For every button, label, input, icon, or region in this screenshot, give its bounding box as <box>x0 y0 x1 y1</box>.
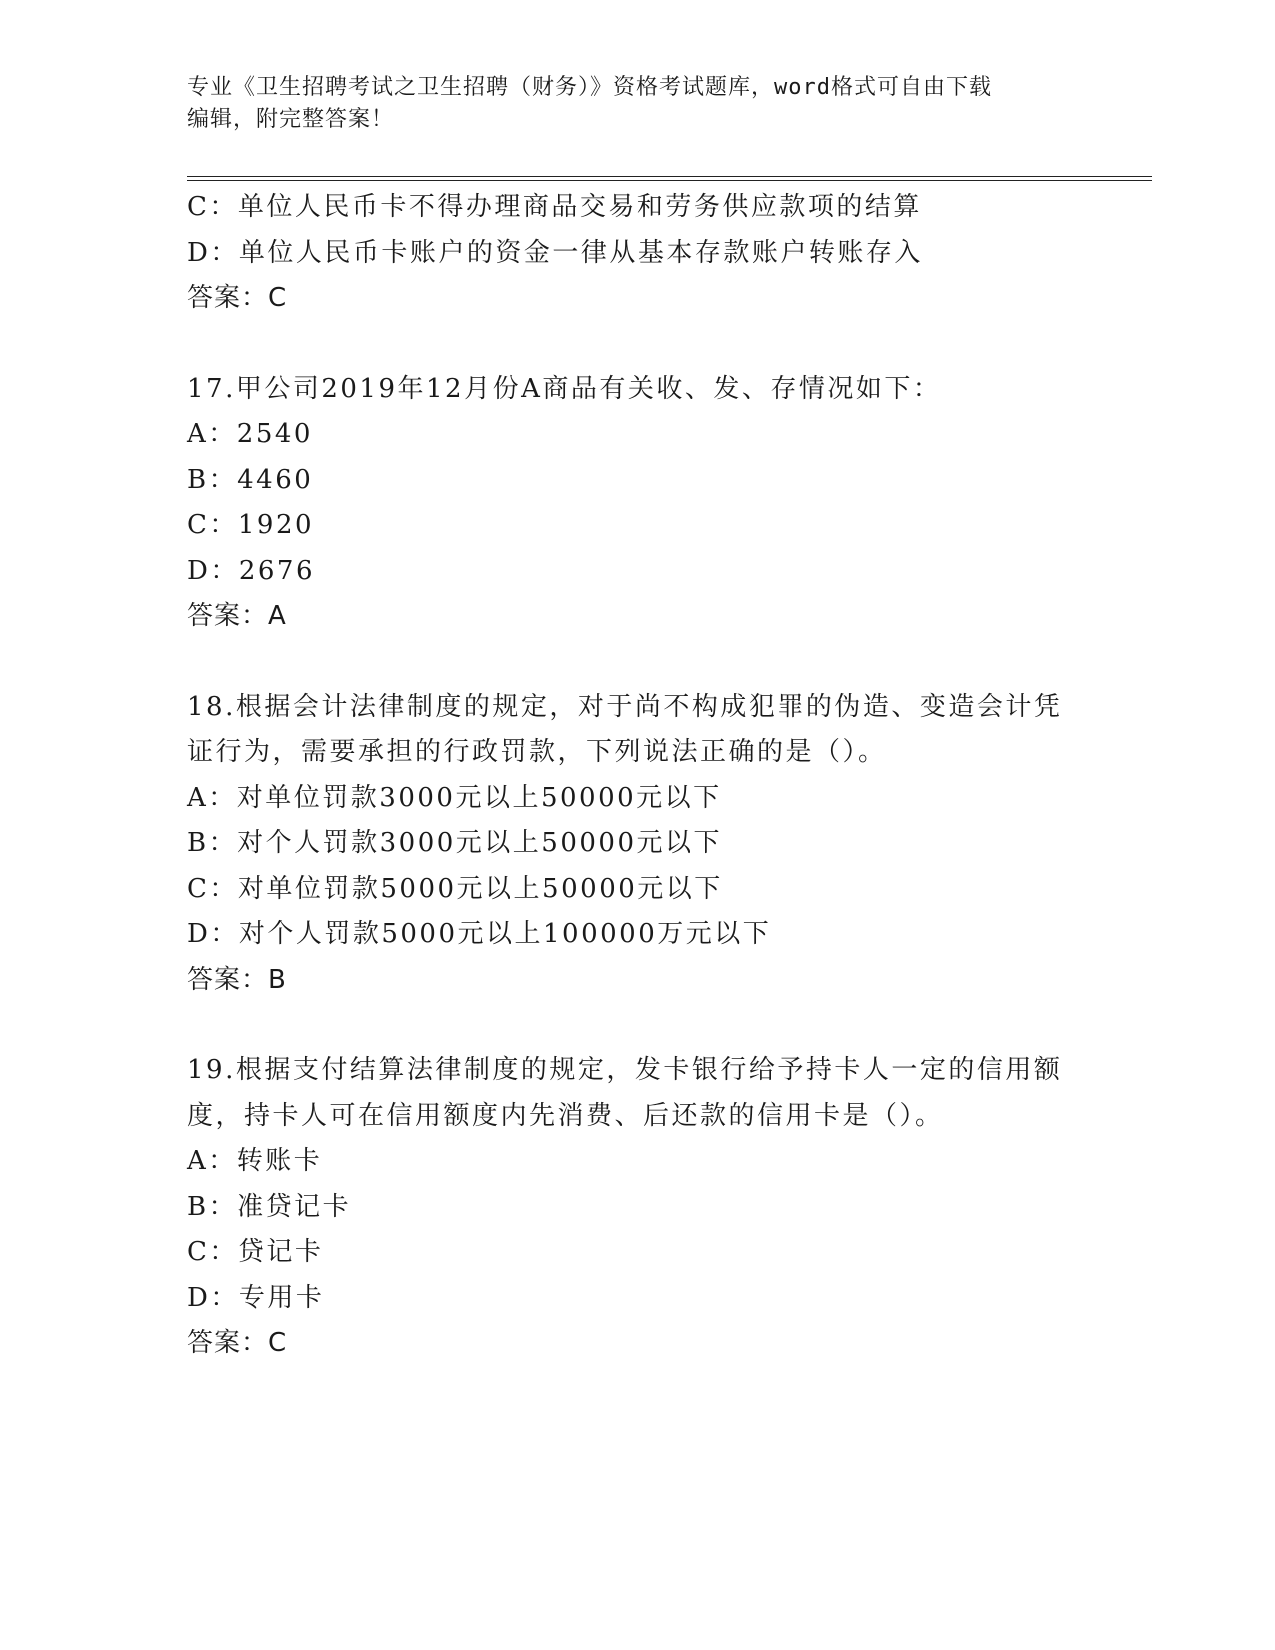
question-stem: 17.甲公司2019年12月份A商品有关收、发、存情况如下： <box>187 373 942 404</box>
spacer <box>187 322 1087 367</box>
question-stem: 19.根据支付结算法律制度的规定，发卡银行给予持卡人一定的信用额 <box>187 1055 1063 1085</box>
option-d: D：专用卡 <box>187 1282 325 1313</box>
question-stem: 18.根据会计法律制度的规定，对于尚不构成犯罪的伪造、变造会计凭 <box>187 691 1063 722</box>
option-d: D：2676 <box>187 555 316 586</box>
option-d: D：对个人罚款5000元以上100000万元以下 <box>187 919 772 949</box>
header-line-2: 编辑，附完整答案！ <box>187 107 395 132</box>
option-d: D：单位人民币卡账户的资金一律从基本存款账户转账存入 <box>187 237 923 268</box>
document-header <box>187 72 1067 136</box>
option-b: B：准贷记卡 <box>187 1191 352 1222</box>
option-a: A：对单位罚款3000元以上50000元以下 <box>187 782 722 813</box>
question-18 <box>187 685 1087 1004</box>
option-b: B：对个人罚款3000元以上50000元以下 <box>187 828 722 858</box>
header-divider <box>187 176 1152 181</box>
question-carryover <box>187 185 1087 322</box>
question-list <box>187 185 1087 1367</box>
answer: 答案：A <box>187 601 287 631</box>
option-b: B：4460 <box>187 464 314 495</box>
option-c: C：单位人民币卡不得办理商品交易和劳务供应款项的结算 <box>187 192 922 222</box>
answer: 答案：C <box>187 1328 288 1358</box>
answer: 答案：B <box>187 964 287 995</box>
header-line-1: 专业《卫生招聘考试之卫生招聘（财务）》资格考试题库，word格式可自由下载 <box>187 75 992 100</box>
question-stem: 度，持卡人可在信用额度内先消费、后还款的信用卡是（）。 <box>187 1100 944 1131</box>
option-a: A：2540 <box>187 419 313 449</box>
question-stem: 证行为，需要承担的行政罚款，下列说法正确的是（）。 <box>187 737 887 767</box>
answer: 答案：C <box>187 283 288 313</box>
option-c: C：贷记卡 <box>187 1237 324 1267</box>
spacer <box>187 1003 1087 1048</box>
question-19 <box>187 1048 1087 1367</box>
option-c: C：1920 <box>187 510 315 540</box>
option-c: C：对单位罚款5000元以上50000元以下 <box>187 873 723 904</box>
option-a: A：转账卡 <box>187 1146 323 1176</box>
question-17 <box>187 367 1087 640</box>
spacer <box>187 640 1087 685</box>
